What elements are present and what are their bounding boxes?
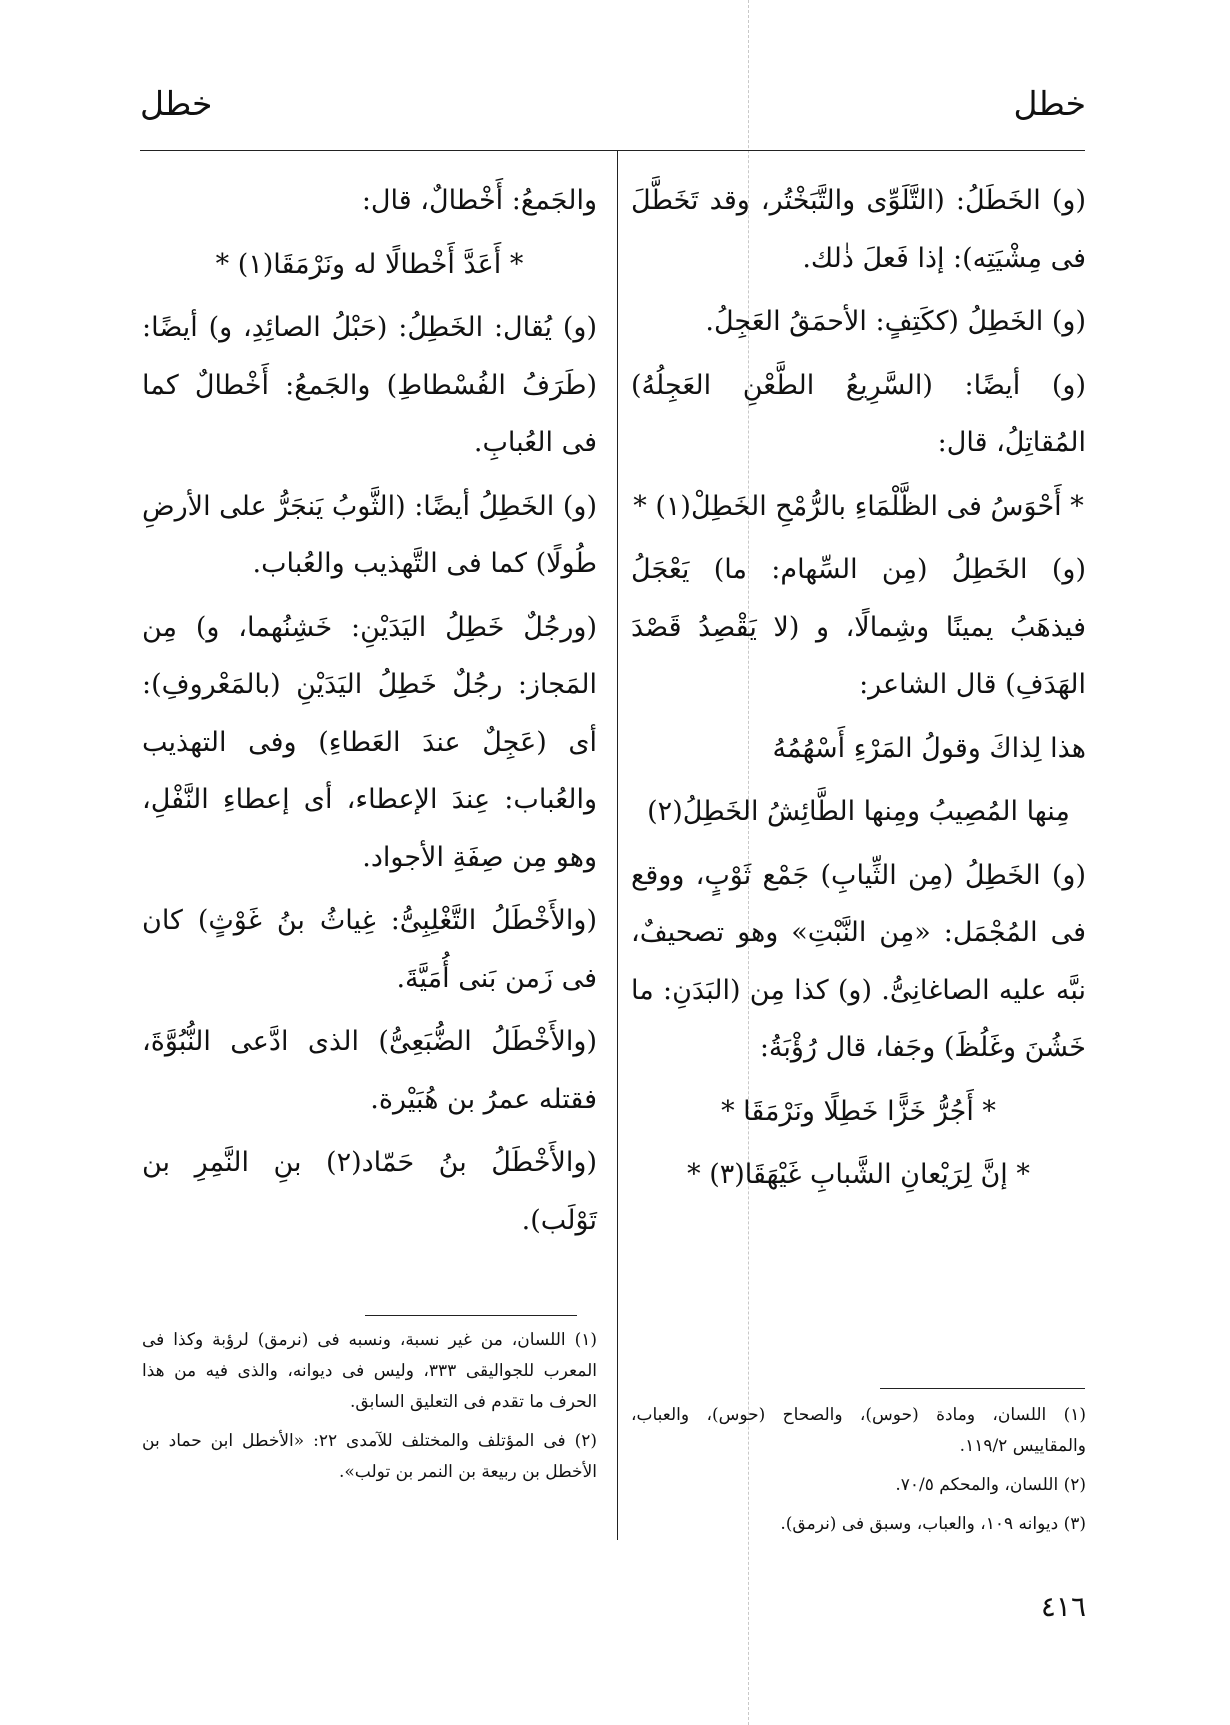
entry-paragraph: والجَمعُ: أَخْطالٌ، قال: [361, 185, 597, 216]
entry-paragraph: (والأَخْطَلُ الضُّبَعِىُّ) الذى ادَّعى النُّبُوَّةَ، فقتله عمرُ بن هُبَيْرة. [142, 1026, 597, 1115]
verse-line: هذا لِذاكَ وقولُ المَرْءِ أَسْهُمُهُ [772, 732, 1086, 764]
footnote-rule-right [880, 1388, 1085, 1389]
entry-paragraph: (ورجُلٌ خَطِلُ اليَدَيْنِ: خَشِنُهما، و) مِن المَجاز: رجُلٌ خَطِلُ اليَدَيْنِ (بالمَعْروفِ): أى (عَجِلٌ عندَ العَطاءِ) وفى التهذيب والعُباب: عِندَ الإعطاء، أى إعطاءِ النَّفْلِ، وهو مِن صِفَةِ الأجواد. [142, 611, 597, 873]
entry-paragraph: (و) أيضًا: (السَّرِيعُ الطَّعْنِ العَجِلُهُ) المُقاتِلُ، قال: [631, 369, 1086, 458]
verse-line: * أَعَدَّ أَخْطالًا له ونَرْمَقَا(١) * [215, 248, 524, 280]
footnote: (٣) ديوانه ١٠٩، والعباب، وسبق فى (نرمق). [780, 1514, 1086, 1534]
column-separator [617, 150, 618, 1540]
page-number: ٤١٦ [1040, 1590, 1086, 1623]
header-rule [140, 150, 1085, 151]
footnote-rule-left [365, 1315, 577, 1316]
entry-paragraph: (والأَخْطَلُ بنُ حَمّاد(٢) بنِ النَّمِرِ بن تَوْلَب). [142, 1147, 597, 1236]
left-footnotes [142, 1325, 597, 1496]
footnote: (١) اللسان، من غير نسبة، ونسبه فى (نرمق) لرؤبة وكذا فى المعرب للجواليقى ٣٣٣، وليس فى ديوانه، والذى فيه من هذا الحرف ما تقدم فى التعليق السابق. [142, 1330, 597, 1412]
entry-paragraph: (و) الخَطِلُ (مِن الثِّيابِ) جَمْع ثَوْبٍ، ووقع فى المُجْمَل: «مِن النَّبْتِ» وهو تصحيفٌ، نبَّه عليه الصاغانِىُّ. (و) كذا مِن (البَدَنِ: ما خَشُنَ وغَلُظَ) وجَفا، قال رُؤْبَةُ: [631, 859, 1086, 1063]
entry-paragraph: (والأَخْطَلُ التَّغْلِبِىُّ: غِياثُ بنُ غَوْثٍ) كان فى زَمن بَنى أُمَيَّةَ. [142, 905, 597, 994]
entry-paragraph: (و) الخَطِلُ (مِن السِّهام: ما) يَعْجَلُ فيذهَبُ يمينًا وشِمالًا، و (لا يَقْصِدُ قَصْدَ الهَدَفِ) قال الشاعر: [631, 554, 1086, 700]
verse-line: * أَجُرُّ خَزًّا خَطِلًا ونَرْمَقَا * [721, 1095, 996, 1127]
entry-paragraph: (و) الخَطِلُ أيضًا: (الثَّوبُ يَنجَرُّ على الأرضِ طُولًا) كما فى التَّهذيب والعُباب. [141, 490, 597, 579]
verse-line: مِنها المُصِيبُ ومِنها الطَّائِشُ الخَطِلُ(٢) [647, 796, 1070, 827]
verse-line: * أَحْوَسُ فى الظَّلْمَاءِ بالرُّمْحِ الخَطِلْ(١) * [633, 490, 1084, 522]
entry-paragraph: (و) الخَطَلُ: (التَّلَوِّى والتَّبَخْتُر، وقد تَخَطَّلَ فى مِشْيَتِه): إذا فَعلَ ذٰلك. [631, 185, 1086, 274]
entry-paragraph: (و) الخَطِلُ (ككَتِفٍ: الأحمَقُ العَجِلُ. [705, 306, 1086, 337]
verse-line: * إنَّ لِرَيْعانِ الشَّبابِ غَيْهَقَا(٣) * [687, 1159, 1030, 1190]
header-right-word: خطل [1013, 84, 1086, 123]
footnote: (٢) فى المؤتلف والمختلف للآمدى ٢٢: «الأخطل ابن حماد بن الأخطل بن ربيعة بن النمر بن تولب». [142, 1431, 597, 1482]
footnote: (٢) اللسان، والمحكم ٧٠/٥. [895, 1475, 1086, 1495]
entry-paragraph: (و) يُقال: الخَطِلُ: (حَبْلُ الصائِدِ، و) أيضًا: (طَرَفُ الفُسْطاطِ) والجَمعُ: أَخْطالٌ كما فى العُبابِ. [142, 312, 597, 458]
right-column [631, 172, 1086, 1210]
right-footnotes [631, 1400, 1086, 1548]
footnote: (١) اللسان، ومادة (حوس)، والصحاح (حوس)، والعباب، والمقاييس ١١٩/٢. [631, 1405, 1086, 1456]
header-left-word: خطل [140, 84, 213, 123]
left-column [142, 172, 597, 1255]
